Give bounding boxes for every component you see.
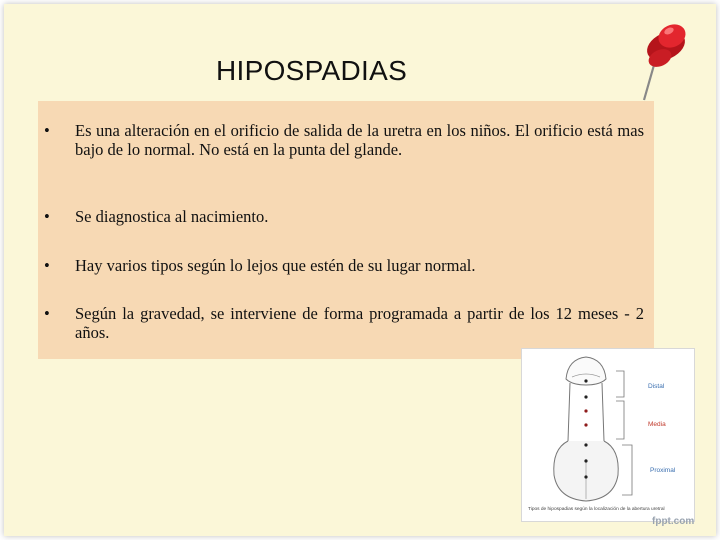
bullet-text: Se diagnostica al nacimiento. [75, 207, 269, 226]
content-box [38, 101, 654, 359]
anatomy-illustration [522, 349, 694, 507]
bullet-text: Hay varios tipos según lo lejos que estén de su lugar normal. [75, 256, 476, 275]
slide [4, 4, 716, 536]
label-distal: Distal [648, 383, 665, 390]
slide-title: HIPOSPADIAS [216, 55, 408, 86]
bullet-item [44, 304, 644, 342]
bullet-dot: • [44, 256, 50, 275]
bullet-dot: • [44, 207, 50, 226]
bullet-item [44, 256, 644, 275]
bullet-dot: • [44, 121, 50, 140]
label-media: Media [648, 421, 666, 428]
bullet-text: Según la gravedad, se interviene de forma programada a partir de los 12 meses - 2 años. [75, 304, 644, 342]
label-proximal: Proximal [650, 467, 676, 474]
bullet-item [44, 207, 644, 226]
bullet-text: Es una alteración en el orificio de salida de la uretra en los niños. El orificio está mas bajo de lo normal. No está en la punta del glande. [75, 121, 644, 159]
bullet-dot: • [44, 304, 50, 323]
pushpin-icon [636, 16, 698, 104]
anatomy-figure [521, 348, 695, 522]
watermark: fppt.com [652, 516, 695, 527]
bullet-item [44, 121, 644, 159]
figure-caption: Tipos de hipospadias según la localización de la abertura uretral [528, 507, 665, 512]
